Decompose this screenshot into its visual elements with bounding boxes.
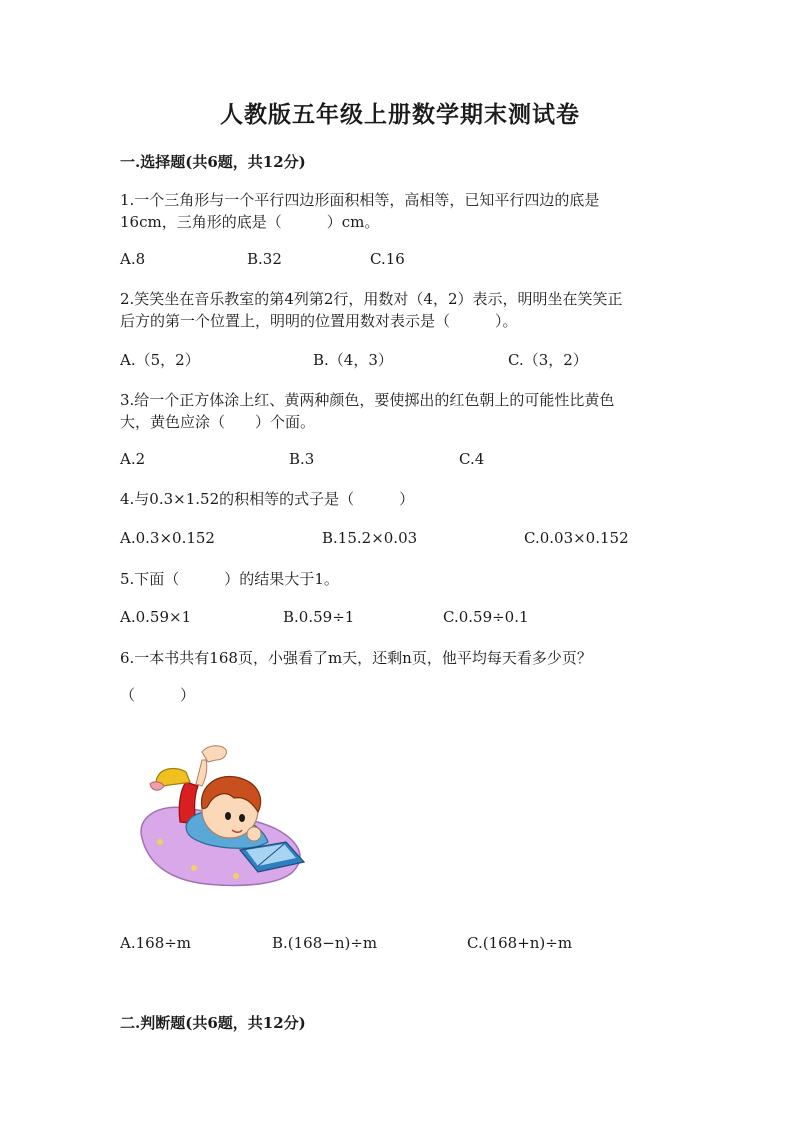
question-6-option-a: A.168÷m xyxy=(120,934,192,952)
question-1-line-1: 1.一个三角形与一个平行四边形面积相等，高相等，已知平行四边的底是 xyxy=(120,191,600,209)
question-6-option-b: B.(168−n)÷m xyxy=(272,934,378,952)
question-6-line-2: （ ） xyxy=(120,686,196,704)
question-4-option-a: A.0.3×0.152 xyxy=(120,529,215,547)
question-2-line-1: 2.笑笑坐在音乐教室的第4列第2行，用数对（4，2）表示，明明坐在笑笑正 xyxy=(120,290,623,308)
section-heading-choice: 一.选择题(共6题，共12分) xyxy=(120,153,306,171)
question-2-option-c: C.（3，2） xyxy=(508,351,588,369)
question-5-line-1: 5.下面（ ）的结果大于1。 xyxy=(120,570,339,588)
question-3-option-c: C.4 xyxy=(459,450,485,468)
question-5-option-a: A.0.59×1 xyxy=(120,608,192,626)
question-5-option-c: C.0.59÷0.1 xyxy=(443,608,529,626)
question-1-option-b: B.32 xyxy=(247,250,282,268)
section-heading-true-false: 二.判断题(共6题，共12分) xyxy=(120,1014,306,1032)
question-1-option-a: A.8 xyxy=(120,250,146,268)
question-4-option-c: C.0.03×0.152 xyxy=(524,529,629,547)
question-1-line-2: 16cm，三角形的底是（ ）cm。 xyxy=(120,213,380,231)
question-4-option-b: B.15.2×0.03 xyxy=(322,529,418,547)
question-4-line-1: 4.与0.3×1.52的积相等的式子是（ ） xyxy=(120,490,415,508)
question-3-line-1: 3.给一个正方体涂上红、黄两种颜色，要使掷出的红色朝上的可能性比黄色 xyxy=(120,391,615,409)
page-title: 人教版五年级上册数学期末测试卷 xyxy=(220,101,580,128)
question-6-line-1: 6.一本书共有168页，小强看了m天，还剩n页，他平均每天看多少页？ xyxy=(120,649,592,667)
question-6-option-c: C.(168+n)÷m xyxy=(467,934,573,952)
question-1-option-c: C.16 xyxy=(370,250,405,268)
question-3-option-a: A.2 xyxy=(120,450,146,468)
question-2-line-2: 后方的第一个位置上，明明的位置用数对表示是（ ）。 xyxy=(120,312,518,330)
boy-reading-book-icon xyxy=(136,738,316,890)
question-2-option-b: B.（4，3） xyxy=(313,351,393,369)
question-2-option-a: A.（5，2） xyxy=(120,351,200,369)
question-5-option-b: B.0.59÷1 xyxy=(283,608,355,626)
question-3-option-b: B.3 xyxy=(289,450,315,468)
question-3-line-2: 大，黄色应涂（ ）个面。 xyxy=(120,413,316,431)
